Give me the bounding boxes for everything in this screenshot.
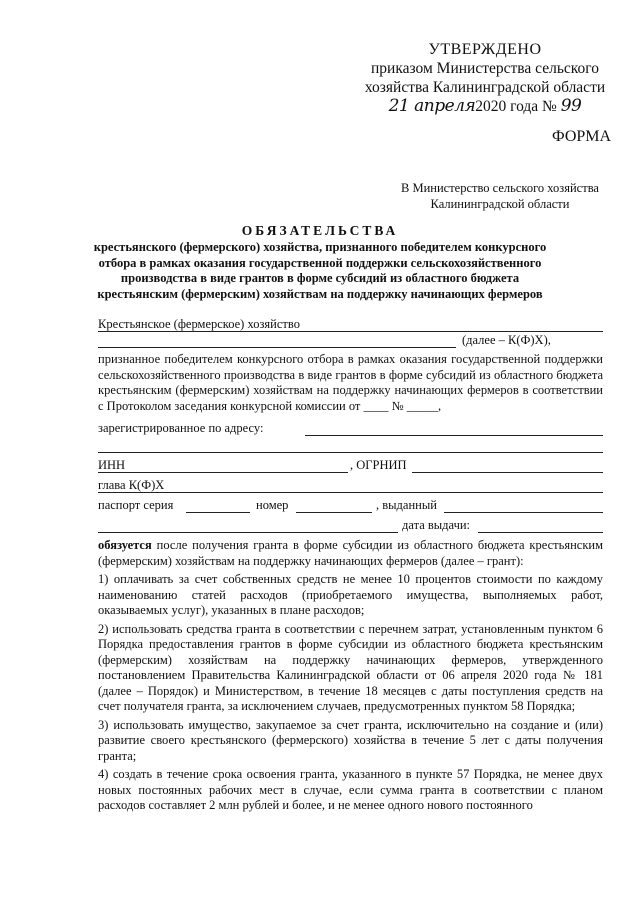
inn-underline — [98, 472, 348, 473]
handwritten-date: 21 апреля — [388, 96, 476, 116]
farm-underline-2 — [98, 347, 456, 348]
heading-subtitle: крестьянского (фермерского) хозяйства, признанного победителем конкурсного отбора в рамках оказания государственной поддержки сельскохозяйственного производства в виде грантов в форме субсидий из областного бюджета крестьянским (фермерским) хозяйствам на поддержку начинающих фермеров — [93, 240, 547, 301]
addressee-line-1: В Министерство сельского хозяйства — [401, 181, 599, 195]
obligations-intro-bold: обязуется — [98, 538, 152, 552]
issue-date-label: дата выдачи: — [402, 518, 471, 532]
farm-label: Крестьянское (фермерское) хозяйство — [98, 317, 300, 331]
ogrnip-label: , ОГРНИП — [350, 458, 407, 472]
farm-underline — [98, 331, 603, 332]
head-underline — [98, 492, 603, 493]
handwritten-number: 99 — [560, 96, 582, 116]
issued-underline — [444, 512, 603, 513]
registered-label: зарегистрированное по адресу: — [98, 421, 264, 435]
head-label: глава К(Ф)Х — [98, 478, 165, 492]
further-label: (далее – К(Ф)Х), — [462, 333, 551, 347]
passport-series-label: паспорт серия — [98, 498, 174, 512]
obligation-item-4: 4) создать в течение срока освоения гранта, указанного в пункте 57 Порядка, не менее двух новых постоянных рабочих мест в случае, если сумма гранта в соответствии с планом расходов составляет 2 млн рублей и более, и не менее одного нового постоянного — [98, 767, 603, 812]
approval-date-line — [360, 97, 610, 116]
passport-number-underline — [296, 512, 372, 513]
recognized-paragraph: признанное победителем конкурсного отбора в рамках оказания государственной поддержки сельскохозяйственного производства в виде грантов в форме субсидий из областного бюджета крестьянским (фермерским) хозяйствам на поддержку начинающих фермеров в соответствии с Протоколом заседания конкурсной комиссии от ____ № _____, — [98, 352, 603, 413]
obligation-item-3: 3) использовать имущество, закупаемое за счет гранта, исключительно на создание и (или) развитие своего крестьянского (фермерского) хозяйства в течение 5 лет с даты получения гранта; — [98, 717, 603, 763]
inn-label: ИНН — [98, 458, 126, 472]
approval-year: 2020 года № — [475, 98, 557, 115]
obligations-intro — [98, 538, 603, 569]
issued-underline-2 — [98, 532, 398, 533]
heading-title: ОБЯЗАТЕЛЬСТВА — [241, 223, 399, 238]
obligation-item-1: 1) оплачивать за счет собственных средств не менее 10 процентов стоимости по каждому наименованию статей расходов (приобретаемого имущества, выполняемых работ, оказываемых услуг), указанных в плане расходов; — [98, 572, 603, 617]
approval-stamp — [360, 40, 610, 116]
ogrnip-underline — [412, 472, 603, 473]
addressee-line-2: Калининградской области — [430, 197, 570, 211]
passport-number-label: номер — [256, 498, 289, 512]
obligations-intro-rest: после получения гранта в форме субсидии из областного бюджета крестьянским (фермерским) хозяйствам на поддержку начинающих фермеров (далее – грант): — [98, 538, 603, 568]
obligations-section — [98, 538, 603, 817]
addressee — [380, 180, 620, 212]
approval-title: УТВЕРЖДЕНО — [428, 41, 542, 58]
form-label: ФОРМА — [552, 128, 612, 145]
address-underline-2 — [98, 452, 603, 453]
obligation-item-2: 2) использовать средства гранта в соответствии с перечнем затрат, установленным пунктом 6 Порядка предоставления грантов в форме субсидии из областного бюджета крестьянским (фермерским) хозяйствам на поддержку начинающих фермеров, утвержденного постановлением Правительства Калининградской области от 06 апреля 2020 года № 181 (далее – Порядок) и Министерством, в течение 18 месяцев с даты поступления средств на счет получателя гранта, за исключением случаев, предусмотренных пунктом 58 Порядка; — [98, 621, 603, 713]
approval-line-2: хозяйства Калининградской области — [364, 79, 606, 96]
approval-line-1: приказом Министерства сельского — [370, 60, 599, 77]
issue-date-underline — [478, 532, 603, 533]
issued-label: , выданный — [376, 498, 437, 512]
passport-series-underline — [186, 512, 250, 513]
document-heading — [90, 222, 550, 302]
address-underline — [305, 435, 603, 436]
